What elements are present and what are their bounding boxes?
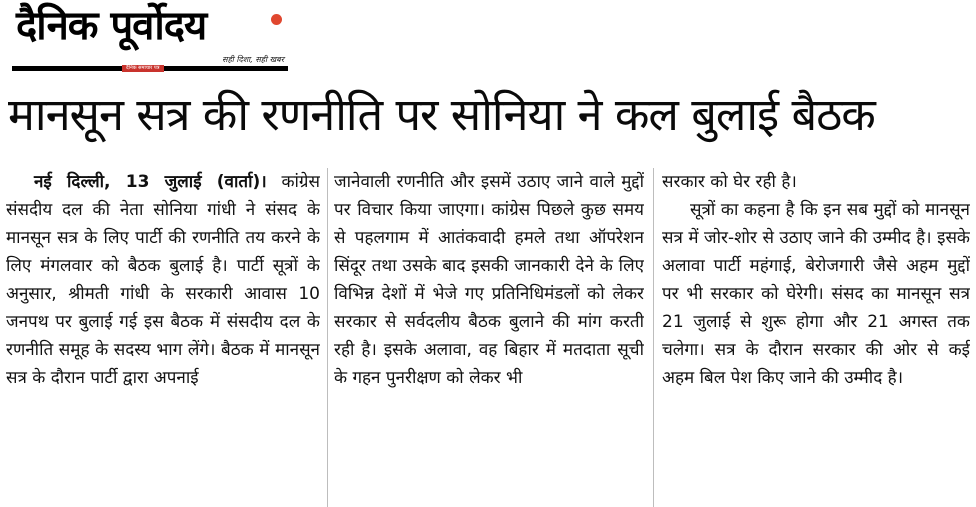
newspaper-tagline: सही दिशा, सही खबर	[222, 55, 284, 64]
article-column-2-text: जानेवाली रणनीति और इसमें उठाए जाने वाले मुद्दों पर विचार किया जाएगा। कांग्रेस पिछले कुछ समय से पहलगाम में आतंकवादी हमले तथा ऑपरेशन सिंदूर तथा उसके बाद इसकी जानकारी देने के लिए विभिन्न देशों में भेजे गए प्रतिनिधिमंडलों को लेकर सरकार से सर्वदलीय बैठक बुलाने की मांग करती रही है। इसके अलावा, वह बिहार में मतदाता सूची के गहन पुनरीक्षण को लेकर भी	[334, 172, 644, 388]
article-headline: मानसून सत्र की रणनीति पर सोनिया ने कल बुलाई बैठक	[8, 88, 875, 141]
logo-dot-icon	[271, 14, 282, 25]
article-column-1	[6, 168, 320, 507]
article-dateline: नई दिल्ली, 13 जुलाई (वार्ता)।	[34, 172, 267, 192]
newspaper-name: दैनिक पूर्वोदय	[16, 3, 207, 49]
column-divider	[327, 168, 328, 507]
article-column-3	[662, 168, 970, 507]
article-column-3-para-1: सरकार को घेर रही है।	[662, 172, 797, 192]
masthead-rule-label: दैनिक समाचार पत्र	[122, 65, 164, 72]
article-column-1-text: कांग्रेस संसदीय दल की नेता सोनिया गांधी ने संसद के मानसून सत्र के लिए पार्टी की रणनीति तय करने के लिए मंगलवार को बैठक बुलाई है। पार्टी सूत्रों के अनुसार, श्रीमती गांधी के सरकारी आवास 10 जनपथ पर बुलाई गई इस बैठक में संसदीय दल के रणनीति समूह के सदस्य भाग लेंगे। बैठक में मानसून सत्र के दौरान पार्टी द्वारा अपनाई	[6, 172, 320, 388]
column-divider	[653, 168, 654, 507]
article-column-2	[334, 168, 644, 507]
article-column-3-para-2: सूत्रों का कहना है कि इन सब मुद्दों को मानसून सत्र में जोर-शोर से उठाए जाने की उम्मीद है। इसके अलावा पार्टी महंगाई, बेरोजगारी जैसे अहम मुद्दों पर भी सरकार को घेरेगी। संसद का मानसून सत्र 21 जुलाई से शुरू होगा और 21 अगस्त तक चलेगा। सत्र के दौरान सरकार की ओर से कई अहम बिल पेश किए जाने की उम्मीद है।	[662, 200, 970, 388]
masthead-logo	[12, 3, 288, 72]
